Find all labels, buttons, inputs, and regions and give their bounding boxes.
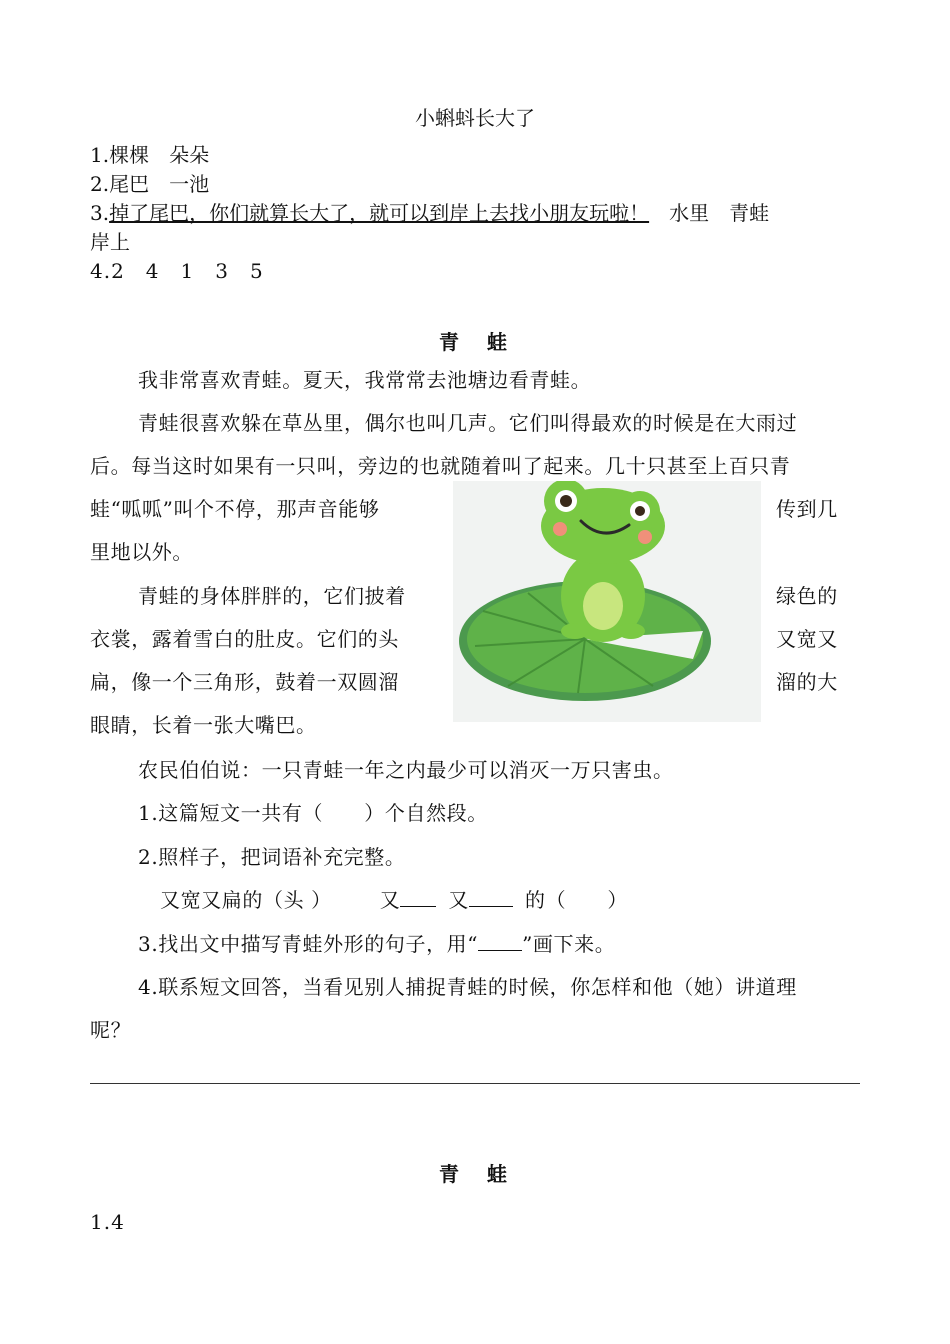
paragraph-3-line-3b: 溜的大 — [776, 670, 838, 694]
blank-1[interactable] — [400, 888, 436, 907]
answer-key-title: 青 蛙 — [439, 1162, 511, 1186]
paragraph-2-line-1: 青蛙很喜欢躲在草丛里，偶尔也叫几声。它们叫得最欢的时候是在大雨过 — [138, 411, 798, 435]
underline-sample — [478, 932, 522, 951]
paragraph-2-line-2: 后。每当这时如果有一只叫，旁边的也就随着叫了起来。几十只甚至上百只青 — [90, 454, 791, 478]
paragraph-1: 我非常喜欢青蛙。夏天，我常常去池塘边看青蛙。 — [138, 368, 592, 392]
answer-2: 2.尾巴 一池 — [90, 172, 210, 196]
answer-title: 小蝌蚪长大了 — [415, 106, 535, 130]
answer-3: 3.掉了尾巴，你们就算长大了，就可以到岸上去找小朋友玩啦！ 水里 青蛙 — [90, 201, 770, 225]
paragraph-2-line-3a: 蛙“呱呱”叫个不停，那声音能够 — [90, 497, 380, 521]
paragraph-3-line-3a: 扁，像一个三角形，鼓着一双圆溜 — [90, 670, 399, 694]
answer-key-1: 1.4 — [90, 1210, 125, 1234]
question-4-line-2: 呢？ — [90, 1018, 132, 1042]
question-3: 3.找出文中描写青蛙外形的句子，用“ ”画下来。 — [138, 932, 616, 956]
passage-title: 青 蛙 — [439, 330, 511, 354]
section-divider — [90, 1083, 860, 1084]
frog-on-lily-pad-illustration — [453, 481, 761, 722]
question-4-line-1: 4.联系短文回答，当看见别人捕捉青蛙的时候，你怎样和他（她）讲道理 — [138, 975, 797, 999]
question-1: 1.这篇短文一共有（ ）个自然段。 — [138, 801, 488, 825]
answer-4: 4.2 4 1 3 5 — [90, 259, 264, 283]
question-2-example-row: 又宽又扁的（头 ） 又 又 的（ ） — [160, 888, 628, 912]
paragraph-3-line-2b: 又宽又 — [776, 627, 838, 651]
paragraph-3-line-2a: 衣裳，露着雪白的肚皮。它们的头 — [90, 627, 399, 651]
paragraph-3-line-4: 眼睛，长着一张大嘴巴。 — [90, 713, 317, 737]
answer-1: 1.棵棵 朵朵 — [90, 143, 210, 167]
question-2-example: 又宽又扁的（头 ） — [160, 888, 332, 912]
question-2: 2.照样子，把词语补充完整。 — [138, 845, 406, 869]
answer-3-wrap: 岸上 — [90, 230, 130, 254]
paragraph-3-line-1a: 青蛙的身体胖胖的，它们披着 — [138, 584, 406, 608]
frog-icon — [453, 481, 761, 722]
paragraph-2-line-3b: 传到几 — [776, 497, 838, 521]
blank-2[interactable] — [469, 888, 513, 907]
underlined-sentence: 掉了尾巴，你们就算长大了，就可以到岸上去找小朋友玩啦！ — [109, 201, 650, 225]
paragraph-4: 农民伯伯说：一只青蛙一年之内最少可以消灭一万只害虫。 — [138, 758, 674, 782]
paragraph-2-line-4: 里地以外。 — [90, 540, 193, 564]
paragraph-3-line-1b: 绿色的 — [776, 584, 838, 608]
